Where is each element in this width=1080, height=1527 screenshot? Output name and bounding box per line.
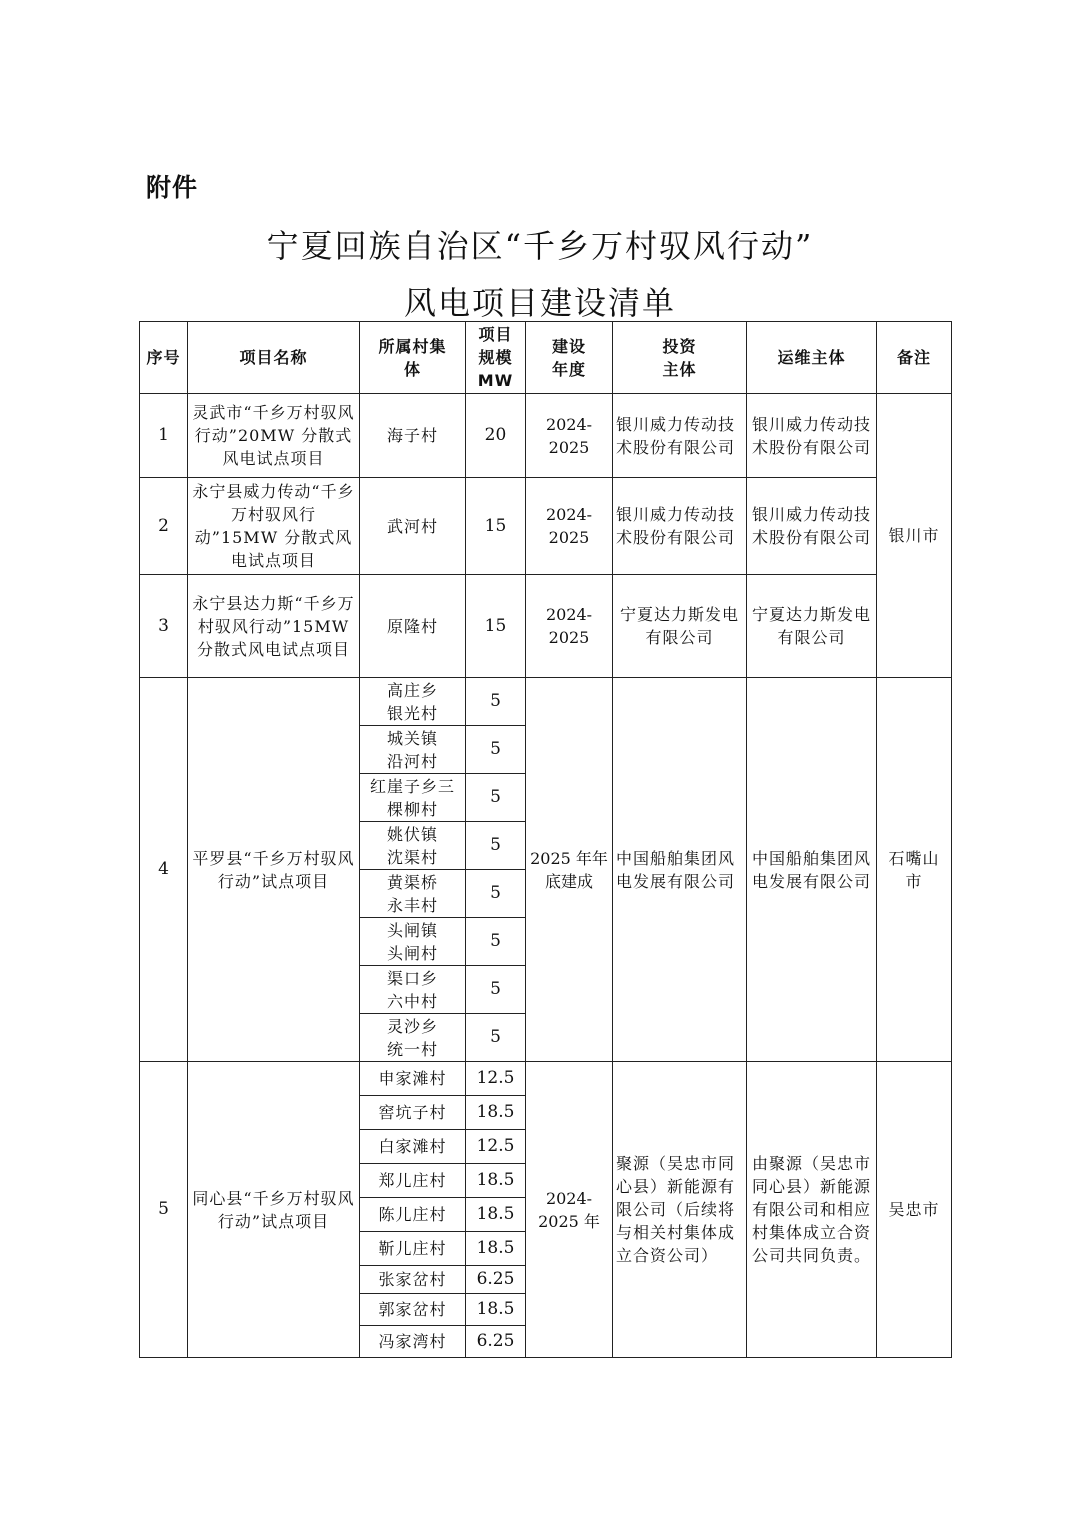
scale-cell: 18.5	[466, 1294, 526, 1326]
scale-cell: 5	[466, 966, 526, 1014]
scale-cell: 18.5	[466, 1232, 526, 1266]
village-cell: 武河村	[360, 478, 466, 575]
village-cell: 陈儿庄村	[360, 1198, 466, 1232]
project-name-cell: 永宁县达力斯“千乡万村驭风行动”15MW 分散式风电试点项目	[188, 575, 360, 678]
remark-cell: 吴忠市	[877, 1062, 952, 1358]
village-cell: 红崖子乡三棵柳村	[360, 774, 466, 822]
seq-cell: 2	[140, 478, 188, 575]
village-cell: 申家滩村	[360, 1062, 466, 1096]
remark-cell: 石嘴山市	[877, 678, 952, 1062]
year-cell: 2024-2025	[526, 394, 613, 478]
village-cell: 头闸镇头闸村	[360, 918, 466, 966]
village-cell: 高庄乡银光村	[360, 678, 466, 726]
year-cell: 2024-2025	[526, 478, 613, 575]
scale-cell: 5	[466, 678, 526, 726]
investor-cell: 宁夏达力斯发电有限公司	[613, 575, 747, 678]
investor-cell: 银川威力传动技术股份有限公司	[613, 478, 747, 575]
scale-cell: 18.5	[466, 1096, 526, 1130]
scale-cell: 18.5	[466, 1164, 526, 1198]
seq-cell: 5	[140, 1062, 188, 1358]
scale-cell: 6.25	[466, 1266, 526, 1294]
scale-cell: 5	[466, 726, 526, 774]
header-year: 建设年度	[526, 322, 613, 394]
remark-cell: 银川市	[877, 394, 952, 678]
scale-cell: 12.5	[466, 1130, 526, 1164]
header-operator: 运维主体	[747, 322, 877, 394]
project-name-cell: 同心县“千乡万村驭风行动”试点项目	[188, 1062, 360, 1358]
scale-cell: 5	[466, 918, 526, 966]
project-name-cell: 平罗县“千乡万村驭风行动”试点项目	[188, 678, 360, 1062]
village-cell: 渠口乡六中村	[360, 966, 466, 1014]
header-scale: 项目规模MW	[466, 322, 526, 394]
project-table	[139, 321, 952, 1358]
scale-cell: 20	[466, 394, 526, 478]
village-cell: 靳儿庄村	[360, 1232, 466, 1266]
header-village: 所属村集体	[360, 322, 466, 394]
village-cell: 原隆村	[360, 575, 466, 678]
header-seq: 序号	[140, 322, 188, 394]
investor-cell: 中国船舶集团风电发展有限公司	[613, 678, 747, 1062]
village-cell: 城关镇沿河村	[360, 726, 466, 774]
table-row	[140, 478, 952, 575]
project-name-cell: 永宁县威力传动“千乡万村驭风行动”15MW 分散式风电试点项目	[188, 478, 360, 575]
operator-cell: 中国船舶集团风电发展有限公司	[747, 678, 877, 1062]
village-cell: 张家岔村	[360, 1266, 466, 1294]
table-row	[140, 1062, 952, 1096]
table-row	[140, 678, 952, 726]
investor-cell: 聚源（吴忠市同心县）新能源有限公司（后续将与相关村集体成立合资公司）	[613, 1062, 747, 1358]
seq-cell: 4	[140, 678, 188, 1062]
village-cell: 白家滩村	[360, 1130, 466, 1164]
investor-cell: 银川威力传动技术股份有限公司	[613, 394, 747, 478]
village-cell: 窖坑子村	[360, 1096, 466, 1130]
scale-cell: 6.25	[466, 1326, 526, 1358]
scale-cell: 5	[466, 870, 526, 918]
village-cell: 郭家岔村	[360, 1294, 466, 1326]
village-cell: 姚伏镇沈渠村	[360, 822, 466, 870]
operator-cell: 宁夏达力斯发电有限公司	[747, 575, 877, 678]
scale-cell: 5	[466, 1014, 526, 1062]
operator-cell: 由聚源（吴忠市同心县）新能源有限公司和相应村集体成立合资公司共同负责。	[747, 1062, 877, 1358]
scale-cell: 12.5	[466, 1062, 526, 1096]
operator-cell: 银川威力传动技术股份有限公司	[747, 394, 877, 478]
village-cell: 灵沙乡统一村	[360, 1014, 466, 1062]
seq-cell: 3	[140, 575, 188, 678]
scale-cell: 18.5	[466, 1198, 526, 1232]
seq-cell: 1	[140, 394, 188, 478]
operator-cell: 银川威力传动技术股份有限公司	[747, 478, 877, 575]
table-row	[140, 394, 952, 478]
scale-cell: 5	[466, 822, 526, 870]
year-cell: 2024-2025	[526, 575, 613, 678]
table-row	[140, 575, 952, 678]
header-name: 项目名称	[188, 322, 360, 394]
header-investor: 投资主体	[613, 322, 747, 394]
attachment-label: 附件	[146, 173, 199, 202]
village-cell: 冯家湾村	[360, 1326, 466, 1358]
village-cell: 黄渠桥永丰村	[360, 870, 466, 918]
scale-cell: 15	[466, 478, 526, 575]
scale-cell: 15	[466, 575, 526, 678]
village-cell: 郑儿庄村	[360, 1164, 466, 1198]
project-name-cell: 灵武市“千乡万村驭风行动”20MW 分散式风电试点项目	[188, 394, 360, 478]
document-title-line1: 宁夏回族自治区“千乡万村驭风行动”	[266, 227, 814, 265]
header-row	[140, 322, 952, 394]
scale-cell: 5	[466, 774, 526, 822]
header-remark: 备注	[877, 322, 952, 394]
year-cell: 2024-2025 年	[526, 1062, 613, 1358]
document-title-line2: 风电项目建设清单	[403, 284, 676, 322]
village-cell: 海子村	[360, 394, 466, 478]
year-cell: 2025 年年底建成	[526, 678, 613, 1062]
